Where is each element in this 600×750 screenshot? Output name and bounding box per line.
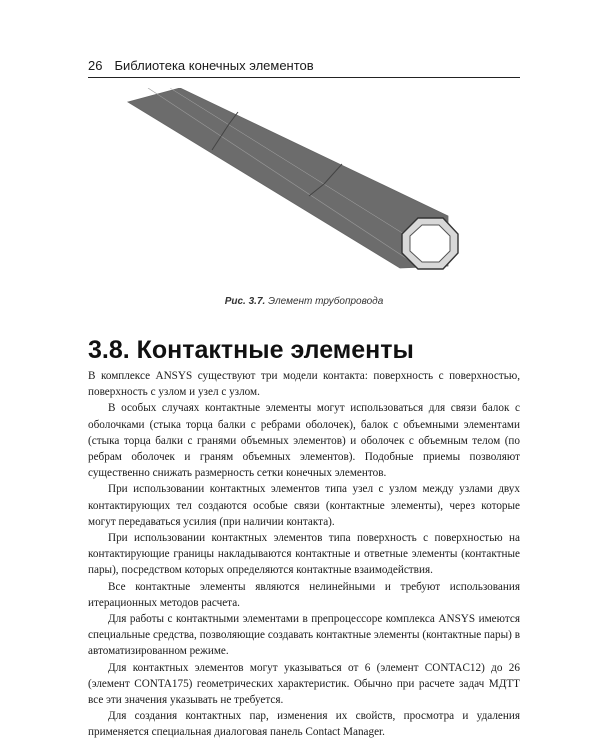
pipe-end-face: [402, 218, 458, 269]
paragraph: В комплексе ANSYS существуют три модели контакта: поверхность с поверхностью, поверхность с узлом и узел с узлом.: [88, 370, 520, 399]
paragraph: Для контактных элементов могут указываться от 6 (элемент CONTAC12) до 26 (элемент CONTA175) геометрических характеристик. Обычно при расчете задач МДТТ все эти значения указывать не требуется.: [88, 661, 520, 707]
running-title: Библиотека конечных элементов: [114, 58, 314, 73]
figure-caption: [88, 296, 520, 307]
running-header: [88, 58, 520, 78]
body-text: [88, 368, 520, 741]
paragraph: Для создания контактных пар, изменения их свойств, просмотра и удаления применяется специальная диалоговая панель Contact Manager.: [88, 710, 520, 739]
paragraph: При использовании контактных элементов типа узел с узлом между узлами двух контактирующих тел создаются особые связи (контактные элементы), через которые могут передаваться усилия (при наличии контакта).: [88, 483, 520, 528]
pipe-figure: [88, 88, 520, 288]
paragraph: Для работы с контактными элементами в препроцессоре комплекса ANSYS имеются специальные средства, позволяющие создавать контактные элементы (контактные пары) в автоматизированном режиме.: [88, 613, 520, 658]
section-title: 3.8. Контактные элементы: [88, 336, 414, 364]
paragraph: Все контактные элементы являются нелинейными и требуют использования итерационных методов расчета.: [88, 580, 520, 609]
page-number: 26: [88, 58, 103, 73]
figure-caption-text: Элемент трубопровода: [268, 296, 384, 307]
paragraph: В особых случаях контактные элементы могут использоваться для связи балок с оболочками (стыка торца балки с ребрами оболочек), балок с объемными элементами (стыка торца балки с гранями объемных элементов) и оболочек с объемным телом (по ребрам оболочек и граням объемных элементов). Подобные приемы позволяют существенно снижать размерность сетки конечных элементов.: [88, 402, 520, 480]
pipe-segment-illustration: [88, 88, 520, 288]
pipe-body: [128, 88, 448, 268]
figure-label: Рис. 3.7.: [224, 296, 266, 307]
paragraph: При использовании контактных элементов типа поверхность с поверхностью на контактирующие границы накладываются контактные и ответные элементы (контактные пары), посредством которых определяются контактные взаимодействия.: [88, 532, 520, 577]
